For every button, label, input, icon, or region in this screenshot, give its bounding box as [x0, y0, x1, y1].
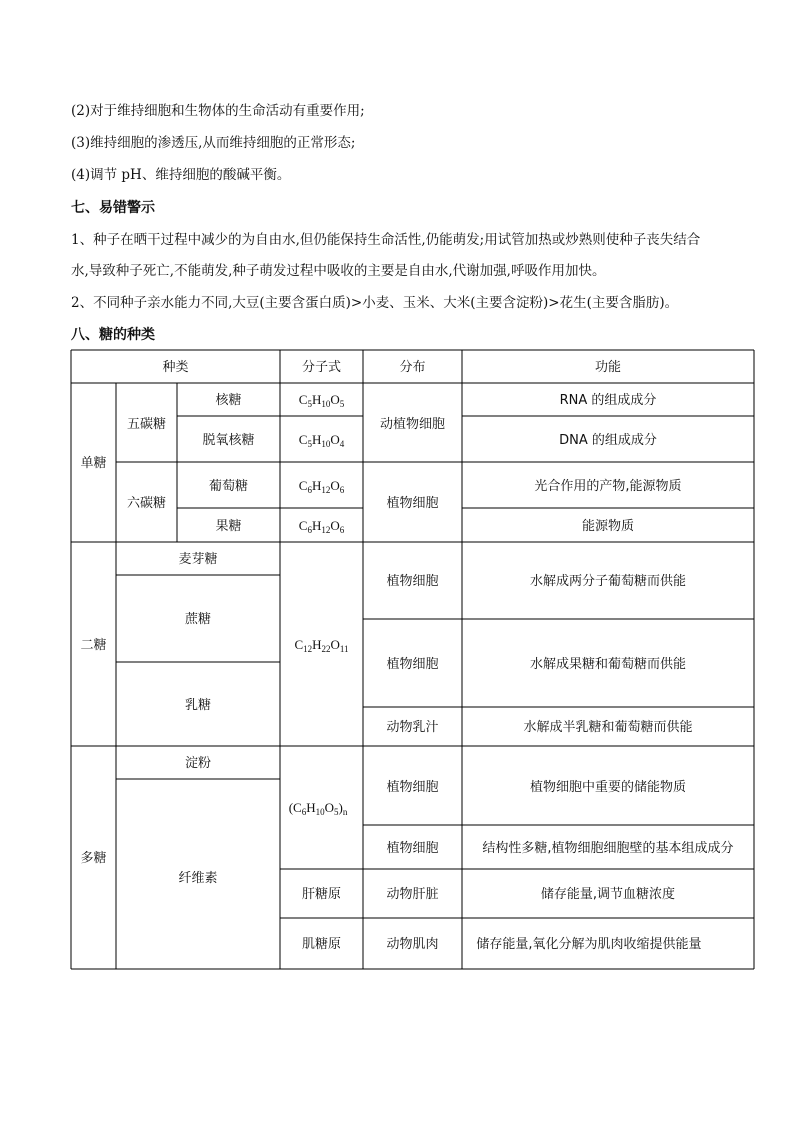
- starch-name: 淀粉: [184, 756, 212, 771]
- intro-line-3: (3)维持细胞的渗透压,从而维持细胞的正常形态;: [71, 135, 356, 151]
- header-function: 功能: [594, 360, 622, 375]
- maltose-name: 麦芽糖: [178, 552, 218, 567]
- section-7-line-2: 水,导致种子死亡,不能萌发,种子萌发过程中吸收的主要是自由水,代谢加强,呼吸作用加快。: [71, 263, 606, 279]
- di-row1-function: 水解成两分子葡萄糖而供能: [529, 574, 687, 589]
- fructose-function: 能源物质: [581, 519, 635, 534]
- poly-formula: $(C_6H_{10}O_5)_n$: [288, 800, 348, 817]
- glucose-function: 光合作用的产物,能源物质: [534, 479, 682, 494]
- mono-label: 单糖: [80, 456, 107, 471]
- fructose-name: 果糖: [215, 519, 242, 534]
- ribose-function: RNA 的组成成分: [559, 393, 657, 408]
- muscle-glycogen-distribution: 动物肌肉: [386, 937, 439, 952]
- sucrose-name: 蔗糖: [184, 612, 212, 627]
- deoxyribose-formula: $C_5H_{10}O_4$: [298, 432, 345, 449]
- muscle-glycogen-function: 储存能量,氧化分解为肌肉收缩提供能量: [476, 937, 702, 952]
- section-7-line-3: 2、不同种子亲水能力不同,大豆(主要含蛋白质)>小麦、玉米、大米(主要含淀粉)>花生(主要含脂肪)。: [71, 295, 679, 311]
- poly-row1-distribution: 植物细胞: [386, 780, 439, 795]
- section-8-heading: 八、糖的种类: [71, 327, 155, 343]
- hexose-label: 六碳糖: [126, 496, 167, 511]
- poly-row2-distribution: 植物细胞: [386, 841, 439, 856]
- lactose-name: 乳糖: [184, 698, 212, 713]
- liver-glycogen-name: 肝糖原: [301, 887, 342, 902]
- header-distribution: 分布: [399, 360, 426, 375]
- glucose-formula: $C_6H_{12}O_6$: [298, 478, 345, 495]
- section-7-heading: 七、易错警示: [71, 200, 155, 216]
- poly-label: 多糖: [80, 851, 107, 866]
- di-row2-distribution: 植物细胞: [386, 657, 439, 672]
- poly-row1-function: 植物细胞中重要的储能物质: [529, 780, 687, 795]
- di-row3-distribution: 动物乳汁: [386, 720, 439, 735]
- liver-glycogen-distribution: 动物肝脏: [386, 887, 439, 902]
- liver-glycogen-function: 储存能量,调节血糖浓度: [540, 887, 676, 902]
- section-7-line-1: 1、种子在晒干过程中减少的为自由水,但仍能保持生命活性,仍能萌发;用试管加热或炒熟则使种子丧失结合: [71, 232, 701, 248]
- ribose-name: 核糖: [215, 393, 242, 408]
- muscle-glycogen-name: 肌糖原: [301, 937, 342, 952]
- glucose-name: 葡萄糖: [208, 479, 249, 494]
- fructose-formula: $C_6H_{12}O_6$: [298, 518, 345, 535]
- di-row1-distribution: 植物细胞: [386, 574, 439, 589]
- pentose-distribution: 动植物细胞: [379, 417, 446, 432]
- intro-line-2: (2)对于维持细胞和生物体的生命活动有重要作用;: [71, 103, 365, 119]
- poly-row2-function: 结构性多糖,植物细胞细胞壁的基本组成成分: [482, 841, 734, 856]
- pentose-label: 五碳糖: [126, 417, 167, 432]
- di-label: 二糖: [80, 638, 107, 653]
- header-kind: 种类: [162, 360, 189, 375]
- cellulose-name: 纤维素: [178, 871, 218, 886]
- intro-line-4: (4)调节 pH、维持细胞的酸碱平衡。: [71, 167, 291, 183]
- ribose-formula: $C_5H_{10}O_5$: [298, 392, 345, 409]
- deoxyribose-name: 脱氧核糖: [202, 433, 255, 448]
- di-row2-function: 水解成果糖和葡萄糖而供能: [529, 657, 687, 672]
- di-row3-function: 水解成半乳糖和葡萄糖而供能: [523, 720, 693, 735]
- header-formula: 分子式: [301, 360, 342, 375]
- deoxyribose-function: DNA 的组成成分: [559, 433, 657, 448]
- di-formula: $C_{12}H_{22}O_{11}$: [294, 637, 349, 654]
- hexose-distribution: 植物细胞: [386, 496, 439, 511]
